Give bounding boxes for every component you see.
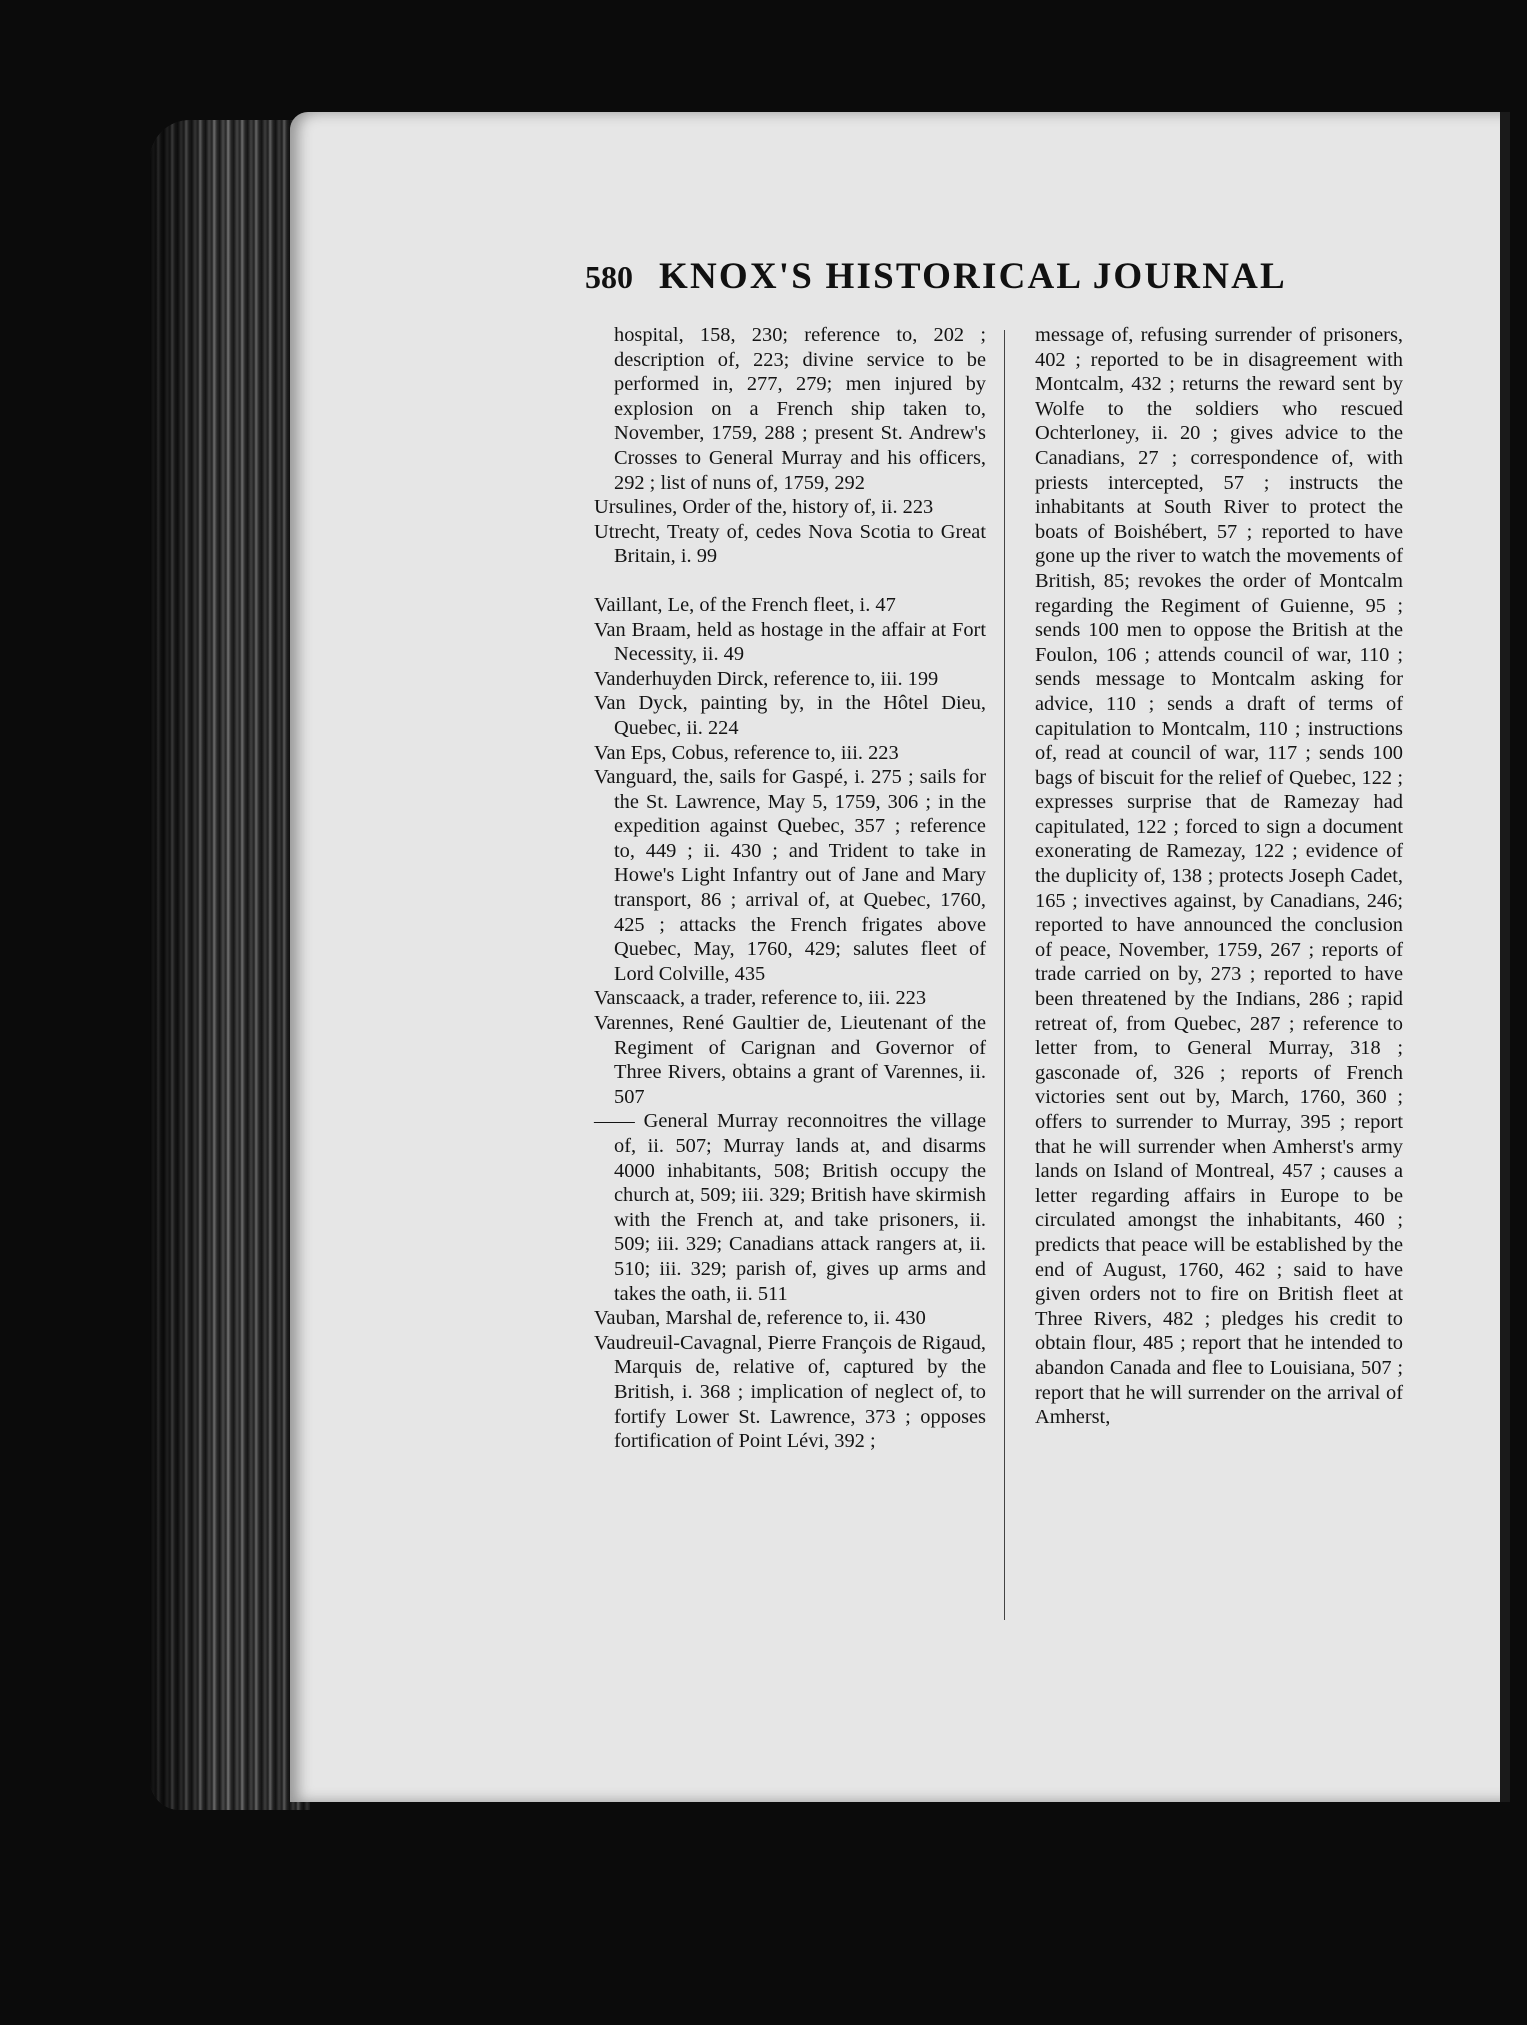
- column-divider: [1004, 330, 1005, 1620]
- index-column-right: [1035, 323, 1403, 1430]
- index-column-left: [594, 323, 986, 1454]
- index-entry: Varennes, René Gaultier de, Lieutenant of the Regiment of Carignan and Governor of Three Rivers, obtains a grant of Varennes, ii. 507: [594, 1012, 986, 1108]
- index-entry: Vauban, Marshal de, reference to, ii. 430: [594, 1307, 926, 1330]
- index-entry: Vanderhuyden Dirck, reference to, iii. 199: [594, 667, 939, 690]
- index-entry-continuation: hospital, 158, 230; reference to, 202 ; description of, 223; divine service to be performed in, 277, 279; men injured by explosion on a French ship taken to, November, 1759, 288 ; present St. Andrew's Crosses to General Murray and his officers, 292 ; list of nuns of, 1759, 292: [614, 324, 986, 494]
- index-entry: Van Braam, held as hostage in the affair at Fort Necessity, ii. 49: [594, 618, 986, 666]
- index-entry: Ursulines, Order of the, history of, ii. 223: [594, 496, 934, 519]
- book-edge-shadow: [150, 120, 310, 1810]
- index-entry: —— General Murray reconnoitres the village of, ii. 507; Murray lands at, and disarms 4000 inhabitants, 508; British occupy the church at, 509; iii. 329; British have skirmish with the French at, and take prisoners, ii. 509; iii. 329; Canadians attack rangers at, ii. 510; iii. 329; parish of, gives up arms and takes the oath, ii. 511: [594, 1110, 986, 1305]
- index-entry-continuation: message of, refusing surrender of prisoners, 402 ; reported to be in disagreement with Montcalm, 432 ; returns the reward sent by Wolfe to the soldiers who rescued Ochterloney, ii. 20 ; gives advice to the Canadians, 27 ; correspondence of, with priests intercepted, 57 ; instructs the inhabitants at South River to protect the boats of Boishébert, 57 ; reported to have gone up the river to watch the movements of British, 85; revokes the order of Montcalm regarding the Regiment of Guienne, 95 ; sends 100 men to oppose the British at the Foulon, 106 ; attends council of war, 110 ; sends message to Montcalm asking for advice, 110 ; sends a draft of terms of capitulation to Montcalm, 110 ; instructions of, read at council of war, 117 ; sends 100 bags of biscuit for the relief of Quebec, 122 ; expresses surprise that de Ramezay had capitulated, 122 ; forced to sign a document exonerating de Ramezay, 122 ; evidence of the duplicity of, 138 ; protects Joseph Cadet, 165 ; invectives against, by Canadians, 246; reported to have announced the conclusion of peace, November, 1759, 267 ; reports of trade carried on by, 273 ; reported to have been threatened by the Indians, 286 ; rapid retreat of, from Quebec, 287 ; reference to letter from, to General Murray, 318 ; gasconade of, 326 ; reports of French victories sent out by, March, 1760, 360 ; offers to surrender to Murray, 395 ; report that he will surrender when Amherst's army lands on Island of Montreal, 457 ; causes a letter regarding affairs in Europe to be circulated amongst the inhabitants, 460 ; predicts that peace will be established by the end of August, 1760, 462 ; said to have given orders not to fire on British fleet at Three Rivers, 482 ; pledges his credit to obtain flour, 485 ; report that he intended to abandon Canada and flee to Louisiana, 507 ; report that he will surrender on the arrival of Amherst,: [1035, 324, 1403, 1429]
- index-entry: Van Eps, Cobus, reference to, iii. 223: [594, 741, 899, 764]
- index-entry: Vanguard, the, sails for Gaspé, i. 275 ; sails for the St. Lawrence, May 5, 1759, 306 ; in the expedition against Quebec, 357 ; reference to, 449 ; ii. 430 ; and Trident to take in Howe's Light Infantry out of Jane and Mary transport, 86 ; arrival of, at Quebec, 1760, 425 ; attacks the French frigates above Quebec, May, 1760, 429; salutes fleet of Lord Colville, 435: [594, 766, 986, 985]
- page-right-edge: [1500, 112, 1510, 1802]
- page-number: 580: [585, 259, 633, 295]
- section-gap: [594, 569, 986, 593]
- index-entry: Vaudreuil-Cavagnal, Pierre François de Rigaud, Marquis de, relative of, captured by the British, i. 368 ; implication of neglect of, to fortify Lower St. Lawrence, 373 ; opposes fortification of Point Lévi, 392 ;: [594, 1331, 986, 1453]
- index-entry: Utrecht, Treaty of, cedes Nova Scotia to Great Britain, i. 99: [594, 520, 986, 568]
- index-entry: Vaillant, Le, of the French fleet, i. 47: [594, 593, 896, 616]
- running-title: KNOX'S HISTORICAL JOURNAL: [659, 256, 1287, 297]
- index-entry: Vanscaack, a trader, reference to, iii. 223: [594, 987, 927, 1010]
- index-entry: Van Dyck, painting by, in the Hôtel Dieu, Quebec, ii. 224: [594, 692, 986, 739]
- page-header: [585, 255, 1287, 305]
